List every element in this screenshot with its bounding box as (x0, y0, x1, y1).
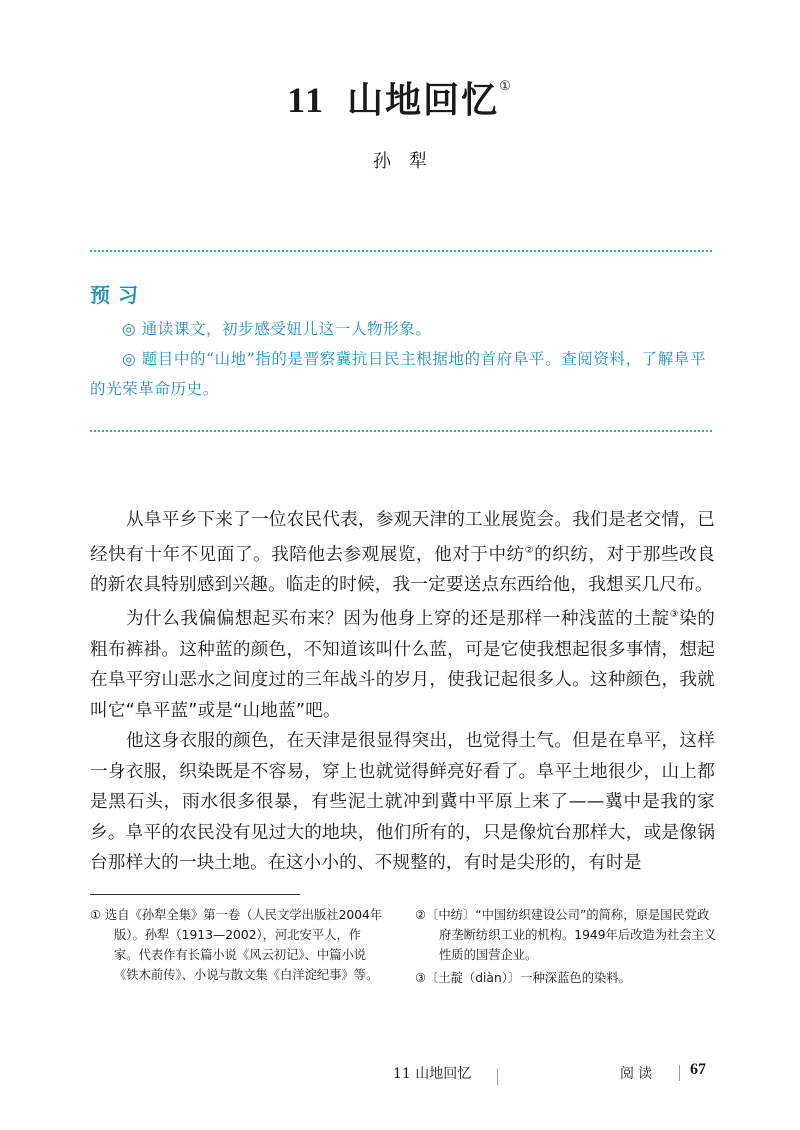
footnote-ref-3: ③ (669, 609, 680, 621)
footnote-1: ① 选自《孙犁全集》第一卷（人民文学出版社2004年版）。孙犁（1913—2002），河北安平人，作家。代表作有长篇小说《风云初记》、中篇小说《铁木前传》、小说与散文集《白洋淀纪事》等。 (90, 908, 383, 982)
page-footer (0, 1063, 800, 1085)
preview-item: ◎ 通读课文，初步感受妞儿这一人物形象。 (122, 320, 432, 338)
footnotes-right-column (415, 905, 720, 991)
preview-top-divider (90, 250, 712, 252)
footnotes-left-column (90, 905, 385, 988)
footer-section: 阅读 (620, 1066, 656, 1082)
preview-section (90, 314, 715, 404)
preview-item: ◎ 题目中的“山地”指的是晋察冀抗日民主根据地的首府阜平。查阅资料，了解阜平的光荣革命历史。 (90, 350, 707, 398)
footer-divider (497, 1069, 498, 1085)
author-name: 孙犁 (373, 151, 445, 172)
preview-bottom-divider (90, 430, 712, 432)
lesson-number: 11 (287, 80, 326, 120)
page-number: 67 (690, 1061, 706, 1078)
footer-divider (679, 1065, 680, 1081)
title-footnote-mark: ① (499, 79, 513, 94)
paragraph-1: 从阜平乡下来了一位农民代表，参观天津的工业展览会。我们是老交情，已经快有十年不见面了。我陪他去参观展览，他对于中纺②的织纺，对于那些改良的新农具特别感到兴趣。临走的时候，我一定要送点东西给他，我想买几尺布。 (90, 510, 715, 595)
lesson-title-text: 山地回忆 (347, 79, 500, 121)
preview-heading: 预习 (90, 283, 146, 307)
footnote-3: ③〔土靛（diàn）〕一种深蓝色的染料。 (415, 971, 631, 985)
footnote-ref-2: ② (524, 544, 535, 556)
footnote-2: ②〔中纺〕“中国纺织建设公司”的简称，原是国民党政府垄断纺织工业的机构。1949年后改造为社会主义性质的国营企业。 (415, 908, 717, 962)
paragraph-2: 为什么我偏偏想起买布来？因为他身上穿的还是那样一种浅蓝的土靛③染的粗布裤褂。这种蓝的颜色，不知道该叫什么蓝，可是它使我想起很多事情，想起在阜平穷山恶水之间度过的三年战斗的岁月，使我记起很多人。这种颜色，我就叫它“阜平蓝”或是“山地蓝”吧。 (90, 609, 715, 721)
lesson-body (90, 505, 715, 879)
footer-chapter: 11 山地回忆 (393, 1066, 472, 1082)
paragraph-3: 他这身衣服的颜色，在天津是很显得突出，也觉得土气。但是在阜平，这样一身衣服，织染既是不容易，穿上也就觉得鲜亮好看了。阜平土地很少，山上都是黑石头，雨水很多很暴，有些泥土就冲到冀中平原上来了——冀中是我的家乡。阜平的农民没有见过大的地块，他们所有的，只是像炕台那样大，或是像锅台那样大的一块土地。在这小小的、不规整的，有时是尖形的，有时是 (90, 731, 715, 874)
footnote-rule (90, 894, 300, 895)
lesson-title (0, 72, 800, 123)
